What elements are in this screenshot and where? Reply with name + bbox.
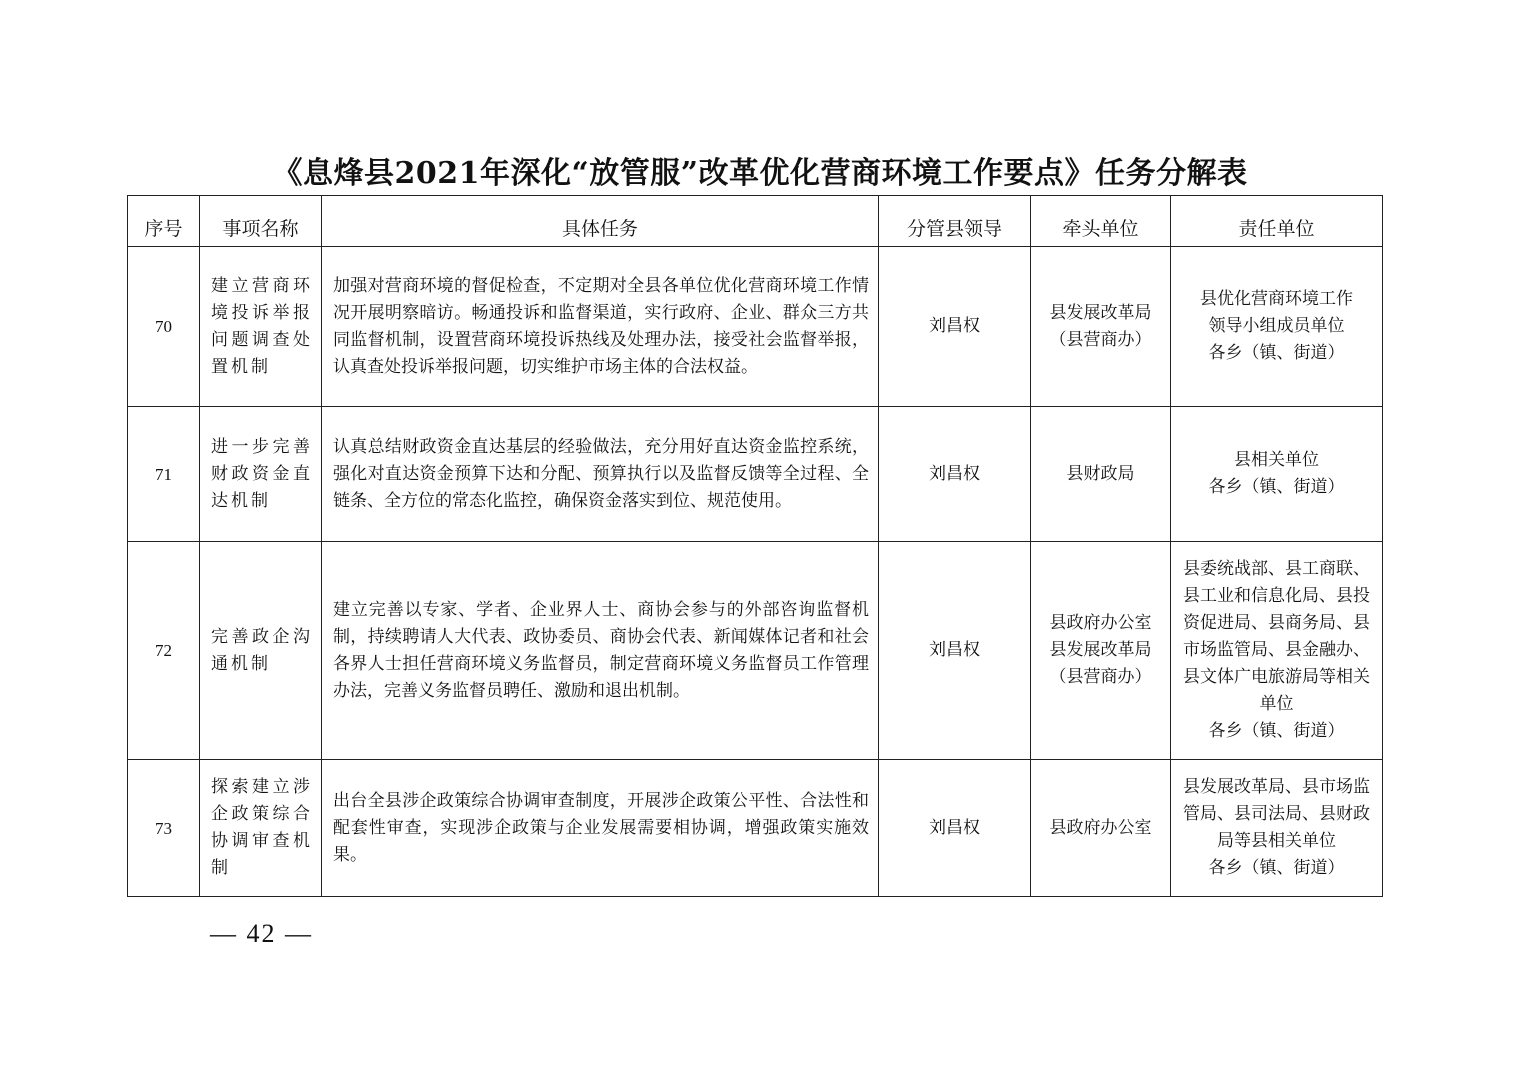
header-responsible-unit: 责任单位 xyxy=(1171,196,1383,247)
row-task-description: 出台全县涉企政策综合协调审查制度，开展涉企政策公平性、合法性和配套性审查，实现涉企政策与企业发展需要相协调，增强政策实施效果。 xyxy=(322,760,879,897)
row-task-description: 加强对营商环境的督促检查，不定期对全县各单位优化营商环境工作情况开展明察暗访。畅通投诉和监督渠道，实行政府、企业、群众三方共同监督机制，设置营商环境投诉热线及处理办法，接受社会监督举报，认真查处投诉举报问题，切实维护市场主体的合法权益。 xyxy=(322,247,879,407)
row-lead-unit: 县财政局 xyxy=(1031,407,1171,542)
header-specific-task: 具体任务 xyxy=(322,196,879,247)
header-serial-number: 序号 xyxy=(128,196,200,247)
row-leader: 刘昌权 xyxy=(879,542,1031,760)
row-leader: 刘昌权 xyxy=(879,760,1031,897)
table-row xyxy=(128,542,1383,760)
row-item-name: 进一步完善财政资金直达机制 xyxy=(200,407,322,542)
table-row xyxy=(128,247,1383,407)
task-breakdown-table xyxy=(127,195,1383,897)
row-item-name: 建立营商环境投诉举报问题调查处置机制 xyxy=(200,247,322,407)
row-task-description: 建立完善以专家、学者、企业界人士、商协会参与的外部咨询监督机制，持续聘请人大代表、政协委员、商协会代表、新闻媒体记者和社会各界人士担任营商环境义务监督员，制定营商环境义务监督员工作管理办法，完善义务监督员聘任、激励和退出机制。 xyxy=(322,542,879,760)
table-row xyxy=(128,760,1383,897)
row-lead-unit: 县政府办公室 县发展改革局 （县营商办） xyxy=(1031,542,1171,760)
row-task-description: 认真总结财政资金直达基层的经验做法，充分用好直达资金监控系统，强化对直达资金预算下达和分配、预算执行以及监督反馈等全过程、全链条、全方位的常态化监控，确保资金落实到位、规范使用。 xyxy=(322,407,879,542)
row-serial-number: 72 xyxy=(128,542,200,760)
header-lead-unit: 牵头单位 xyxy=(1031,196,1171,247)
row-leader: 刘昌权 xyxy=(879,247,1031,407)
row-lead-unit: 县政府办公室 xyxy=(1031,760,1171,897)
row-responsible-unit: 县发展改革局、县市场监管局、县司法局、县财政局等县相关单位 各乡（镇、街道） xyxy=(1171,760,1383,897)
document-title: 《息烽县2021年深化“放管服”改革优化营商环境工作要点》任务分解表 xyxy=(272,156,1248,191)
row-item-name: 完善政企沟通机制 xyxy=(200,542,322,760)
row-responsible-unit: 县优化营商环境工作 领导小组成员单位 各乡（镇、街道） xyxy=(1171,247,1383,407)
row-serial-number: 71 xyxy=(128,407,200,542)
row-leader: 刘昌权 xyxy=(879,407,1031,542)
row-responsible-unit: 县委统战部、县工商联、县工业和信息化局、县投资促进局、县商务局、县市场监管局、县金融办、县文体广电旅游局等相关单位 各乡（镇、街道） xyxy=(1171,542,1383,760)
table-header-row xyxy=(128,196,1383,247)
header-item-name: 事项名称 xyxy=(200,196,322,247)
header-leader: 分管县领导 xyxy=(879,196,1031,247)
page-number: — 42 — xyxy=(210,919,313,948)
row-item-name: 探索建立涉企政策综合协调审查机制 xyxy=(200,760,322,897)
row-serial-number: 73 xyxy=(128,760,200,897)
row-lead-unit: 县发展改革局 （县营商办） xyxy=(1031,247,1171,407)
table-row xyxy=(128,407,1383,542)
row-responsible-unit: 县相关单位 各乡（镇、街道） xyxy=(1171,407,1383,542)
row-serial-number: 70 xyxy=(128,247,200,407)
